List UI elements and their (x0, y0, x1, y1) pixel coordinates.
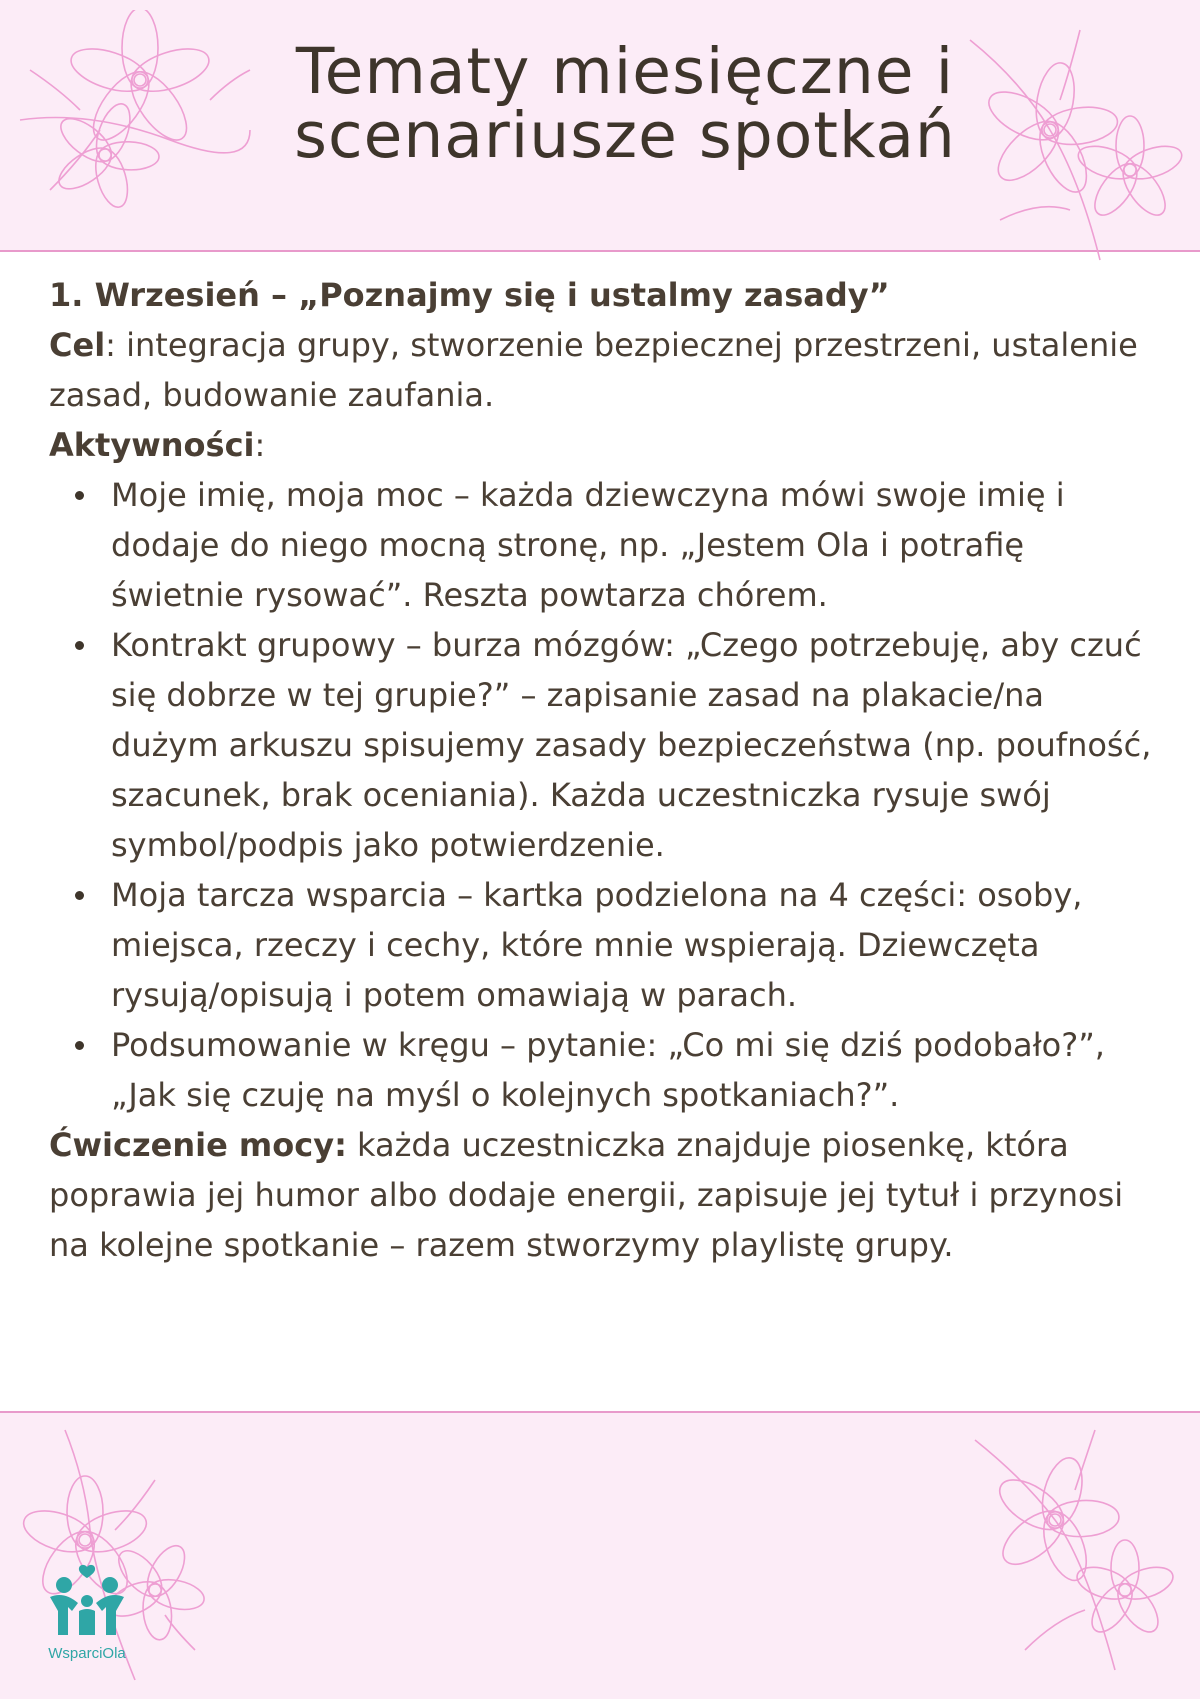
activities-list (49, 470, 1159, 1120)
goal-label: Cel (49, 326, 106, 364)
activity-item: Moje imię, moja moc – każda dziewczyna mówi swoje imię i dodaje do niego mocną stronę, np. „Jestem Ola i potrafię świetnie rysować”. Reszta powtarza chórem. (111, 470, 1159, 620)
page-title-line-1: Tematy miesięczne i (295, 35, 955, 108)
page-title-line-2: scenariusze spotkań (294, 99, 956, 172)
flower-decoration-bottom-right (965, 1420, 1195, 1690)
month-section (49, 270, 1159, 1270)
section-heading: 1. Wrzesień – „Poznajmy się i ustalmy zasady” (49, 276, 890, 314)
goal-paragraph (49, 320, 1159, 420)
page-title (210, 35, 1040, 172)
activities-colon: : (254, 426, 266, 464)
activities-heading (49, 420, 1159, 470)
exercise-label: Ćwiczenie mocy: (49, 1126, 347, 1164)
activity-item: Kontrakt grupowy – burza mózgów: „Czego potrzebuję, aby czuć się dobrze w tej grupie?” – zapisanie zasad na plakacie/na dużym arkuszu spisujemy zasady bezpieczeństwa (np. poufność, szacunek, brak oceniania). Każda uczestniczka rysuje swój symbol/podpis jako potwierdzenie. (111, 620, 1159, 870)
logo-text: WsparciOla (48, 1645, 126, 1662)
family-icon (32, 1563, 142, 1643)
goal-text: : integracja grupy, stworzenie bezpiecznej przestrzeni, ustalenie zasad, budowanie zaufania. (49, 326, 1138, 414)
activity-item: Podsumowanie w kręgu – pytanie: „Co mi się dziś podobało?”, „Jak się czuję na myśl o kolejnych spotkaniach?”. (111, 1020, 1159, 1120)
activities-label: Aktywności (49, 426, 255, 464)
activity-item: Moja tarcza wsparcia – kartka podzielona na 4 części: osoby, miejsca, rzeczy i cechy, które mnie wspierają. Dziewczęta rysują/opisują i potem omawiają w parach. (111, 870, 1159, 1020)
wsparciola-logo (32, 1563, 142, 1673)
exercise-text: każda uczestniczka znajduje piosenkę, która poprawia jej humor albo dodaje energii, zapisuje jej tytuł i przynosi na kolejne spotkanie – razem stworzymy playlistę grupy. (49, 1126, 1124, 1264)
exercise-paragraph (49, 1120, 1159, 1270)
